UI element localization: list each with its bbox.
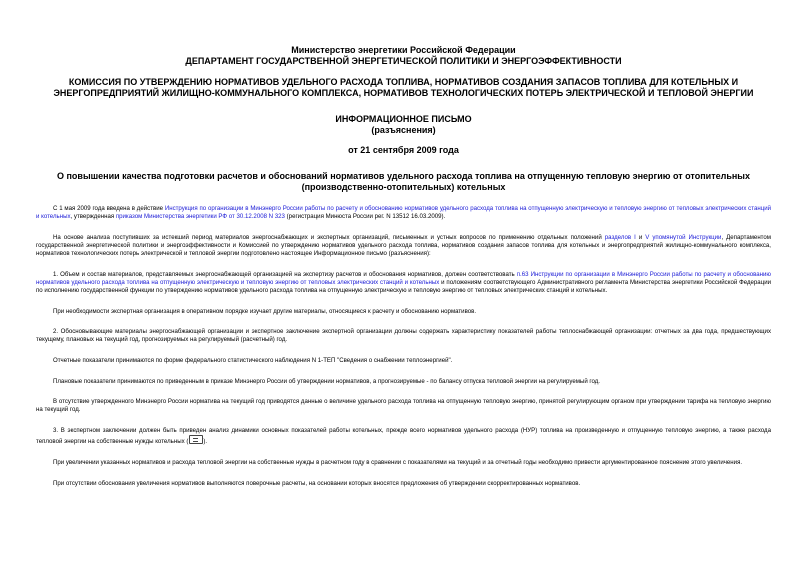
- paragraph-text: , Департаментом государственной энергетической политики и энергоэффективности и Комиссией по утверждению нормативов удельного расхода топлива, нормативов создания запасов топлива для котельных и энергопредприятий жилищно-коммунального комплекса, нормативов технологических потерь электрической и тепловой энергии подготовлено настоящее Информационное письмо (разъяснения):: [36, 233, 771, 257]
- ministry-name: Министерство энергетики Российской Федерации: [291, 45, 516, 55]
- formula-image: [189, 435, 203, 444]
- clause-63-link[interactable]: п.63 Инструкции по организации в Минэнерго России работы по расчету и обоснованию нормативов удельного расхода топлива на отпущенную электрическую и тепловую энергию от тепловых электрических станций и котельных: [36, 270, 771, 286]
- paragraph-reporting: Отчетные показатели принимаются по форме федерального статистического наблюдения N 1-ТЕП "Сведения о снабжении теплоэнергией".: [53, 357, 453, 364]
- paragraph-no-norm: В отсутствие утвержденного Минэнерго России норматива на текущий год приводятся данные о величине удельного расхода топлива на отпущенную тепловую энергию, принятой регулирующим органом при утверждении тарифа на тепловую энергию на текущий год.: [36, 398, 771, 414]
- order-link[interactable]: приказом Министерства энергетики РФ от 30.12.2008 N 323: [115, 213, 285, 221]
- instruction-link[interactable]: Инструкция по организации в Минэнерго России работы по расчету и обоснованию нормативов удельного расхода топлива на отпущенную электрическую и тепловую энергию от тепловых электрических станций и котельных: [36, 205, 772, 221]
- paragraph-intro: [36, 205, 771, 221]
- paragraph-text: С 1 мая 2009 года введена в действие: [53, 205, 165, 212]
- paragraph-expert-review: При необходимости экспертная организация в оперативном порядке изучает другие материалы, относящиеся к расчету и обоснованию нормативов.: [53, 307, 477, 315]
- department-name: ДЕПАРТАМЕНТ ГОСУДАРСТВЕННОЙ ЭНЕРГЕТИЧЕСКОЙ ПОЛИТИКИ И ЭНЕРГОЭФФЕКТИВНОСТИ: [185, 56, 622, 66]
- paragraph-text: и положениям соответствующего Административного регламента Министерства энергетики Российской Федерации по исполнению государственной функции по утверждению нормативов удельного расхода топлива на отпущенную электрическую и тепловую энергию от тепловых электрических станций и котельных.: [36, 278, 771, 294]
- paragraph-text: (регистрация Минюста России рег. N 13512 16.03.2009).: [284, 213, 446, 221]
- subject-line2: (производственно-отопительных) котельных: [301, 182, 506, 192]
- paragraph-item-1: [36, 271, 771, 295]
- paragraph-text: ).: [203, 438, 208, 446]
- section-i-link[interactable]: разделов I: [604, 233, 636, 241]
- paragraph-item-2: 2. Обосновывающие материалы энергоснабжающей организации и экспертное заключение экспертной организации должны содержать характеристику показателей работы теплоснабжающей организации: отчетных за два года, предшествующих текущему, плановых на текущий год, прогнозируемых на регулируемый (расчетный) год.: [36, 328, 771, 344]
- paragraph-text: , утвержденная: [70, 213, 116, 221]
- paragraph-text: 1. Объем и состав материалов, представляемых энергоснабжающей организацией на экспертизу расчетов и обоснования нормативов, должен соответствовать: [53, 270, 517, 278]
- paragraph-increase: При увеличении указанных нормативов и расхода тепловой энергии на собственные нужды в расчетном году в сравнении с показателями на текущий и за отчетный годы необходимо привести аргументированное пояснение этого увеличения.: [53, 458, 743, 466]
- paragraph-text: 3. В экспертном заключении должен быть приведен анализ динамики основных показателей работы котельных, прежде всего нормативов удельного расхода (НУР) топлива на произведенную и отпущенную тепловую энергию, а также расхода тепловой энергии на собственные нужды котельных (: [36, 427, 771, 446]
- paragraph-text: и: [635, 233, 646, 241]
- subject-line1: О повышении качества подготовки расчетов и обоснований нормативов удельного расхода топлива на отпущенную тепловую энергию от отопительных: [57, 171, 750, 181]
- commission-name-line2: ЭНЕРГОПРЕДПРИЯТИЙ ЖИЛИЩНО-КОММУНАЛЬНОГО КОМПЛЕКСА, НОРМАТИВОВ ТЕХНОЛОГИЧЕСКИХ ПОТЕРЬ ЭЛЕКТРИЧЕСКОЙ И ТЕПЛОВОЙ ЭНЕРГИИ: [53, 88, 754, 98]
- paragraph-verification: При отсутствии обоснования увеличения нормативов выполняются поверочные расчеты, на основании которых вносятся предложения об утверждении скорректированных нормативов.: [53, 479, 581, 487]
- document-header: [36, 45, 771, 193]
- document-subtype: (разъяснения): [371, 125, 436, 135]
- section-v-link[interactable]: V упомянутой Инструкции: [645, 233, 722, 241]
- paragraph-analysis: [36, 234, 771, 258]
- paragraph-text: На основе анализа поступивших за истекший период материалов энергоснабжающих и экспертных организаций, письменных и устных вопросов по применению отдельных положений: [53, 233, 605, 241]
- paragraph-planned: Плановые показатели принимаются по приведенным в приказе Минэнерго России об утверждении нормативов, а прогнозируемые - по балансу отпуска тепловой энергии на регулируемый год.: [53, 377, 601, 385]
- document-body: [36, 205, 771, 488]
- paragraph-item-3: [36, 427, 771, 446]
- commission-name-line1: КОМИССИЯ ПО УТВЕРЖДЕНИЮ НОРМАТИВОВ УДЕЛЬНОГО РАСХОДА ТОПЛИВА, НОРМАТИВОВ СОЗДАНИЯ ЗАПАСОВ ТОПЛИВА ДЛЯ КОТЕЛЬНЫХ И: [68, 77, 739, 87]
- document-type: ИНФОРМАЦИОННОЕ ПИСЬМО: [335, 114, 472, 124]
- document-date: от 21 сентября 2009 года: [348, 145, 459, 155]
